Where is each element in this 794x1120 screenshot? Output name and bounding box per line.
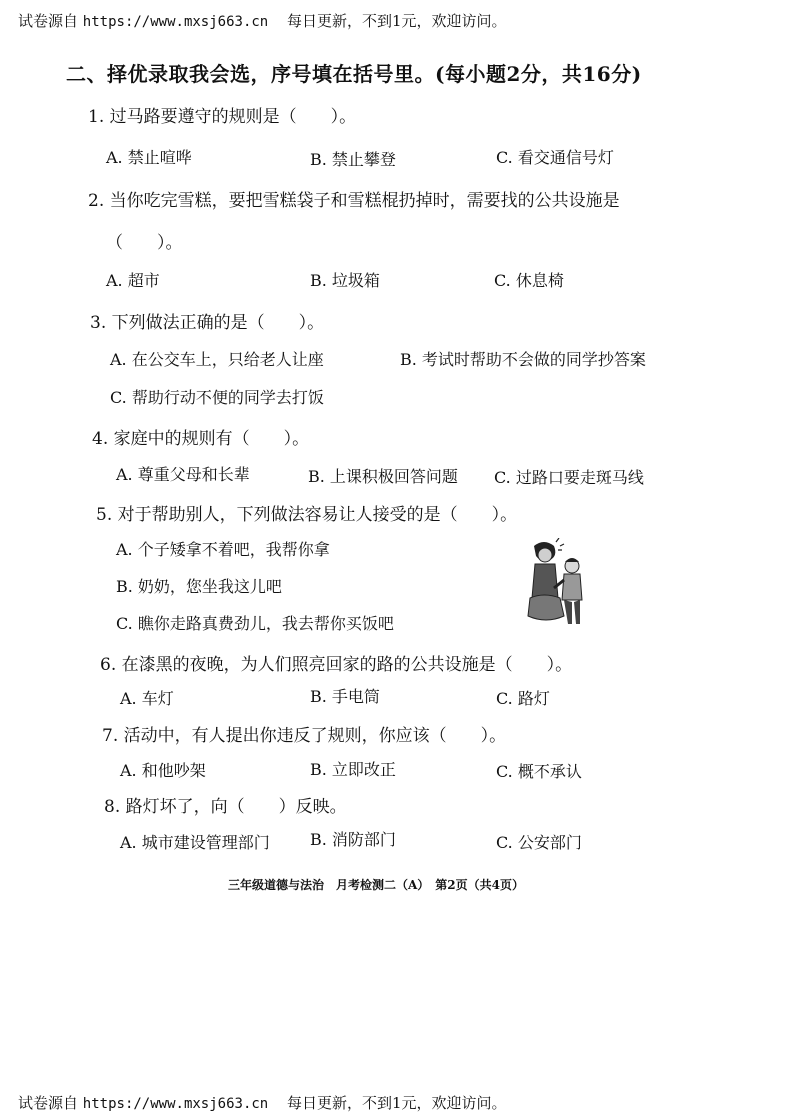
question-7: 7. 活动中，有人提出你违反了规则，你应该（ ）。	[102, 726, 507, 746]
q8-option-b: B. 消防部门	[310, 830, 396, 849]
q3-option-a: A. 在公交车上，只给老人让座	[110, 350, 324, 369]
question-5: 5. 对于帮助别人，下列做法容易让人接受的是（ ）。	[96, 505, 518, 525]
section-title: 二、择优录取我会选，序号填在括号里。(每小题2分，共16分)	[66, 62, 642, 86]
question-2: 2. 当你吃完雪糕，要把雪糕袋子和雪糕棍扔掉时，需要找的公共设施是	[88, 191, 620, 211]
helping-elderly-illustration-icon	[524, 538, 594, 628]
q1-option-c: C. 看交通信号灯	[496, 148, 614, 167]
q5-option-b: B. 奶奶，您坐我这儿吧	[116, 577, 282, 596]
q7-option-b: B. 立即改正	[310, 760, 396, 779]
question-6: 6. 在漆黑的夜晚，为人们照亮回家的路的公共设施是（ ）。	[100, 655, 573, 675]
q8-option-c: C. 公安部门	[496, 833, 582, 852]
q4-option-b: B. 上课积极回答问题	[308, 467, 458, 486]
q4-option-a: A. 尊重父母和长辈	[116, 465, 250, 484]
q6-option-c: C. 路灯	[496, 689, 550, 708]
q3-option-b: B. 考试时帮助不会做的同学抄答案	[400, 350, 646, 369]
q2-option-a: A. 超市	[106, 271, 160, 290]
banner-tagline: 每日更新，不到1元，欢迎访问。	[287, 12, 507, 30]
q3-option-c: C. 帮助行动不便的同学去打饭	[110, 388, 324, 407]
question-4: 4. 家庭中的规则有（ ）。	[92, 429, 310, 449]
question-8: 8. 路灯坏了，向（ ）反映。	[104, 797, 347, 817]
q6-option-a: A. 车灯	[120, 689, 174, 708]
q5-option-a: A. 个子矮拿不着吧，我帮你拿	[116, 540, 330, 559]
q6-option-b: B. 手电筒	[310, 687, 380, 706]
banner-url[interactable]: https://www.mxsj663.cn	[82, 1096, 269, 1112]
q7-option-c: C. 概不承认	[496, 762, 582, 781]
q5-option-c: C. 瞧你走路真费劲儿，我去帮你买饭吧	[116, 614, 394, 633]
banner-source-label: 试卷源自	[18, 1094, 79, 1112]
question-2-blank: （ ）。	[106, 233, 183, 253]
banner-tagline: 每日更新，不到1元，欢迎访问。	[287, 1094, 507, 1112]
q1-option-a: A. 禁止喧哗	[106, 148, 192, 167]
question-1: 1. 过马路要遵守的规则是（ ）。	[88, 107, 357, 127]
q7-option-a: A. 和他吵架	[120, 761, 206, 780]
page-footer: 三年级道德与法治 月考检测二（A） 第2页（共4页）	[228, 878, 525, 892]
q4-option-c: C. 过路口要走斑马线	[494, 468, 644, 487]
bottom-banner	[18, 1092, 507, 1113]
q2-option-b: B. 垃圾箱	[310, 271, 380, 290]
banner-url[interactable]: https://www.mxsj663.cn	[82, 14, 269, 30]
banner-source-label: 试卷源自	[18, 12, 79, 30]
q1-option-b: B. 禁止攀登	[310, 150, 396, 169]
q8-option-a: A. 城市建设管理部门	[120, 833, 270, 852]
top-banner	[18, 10, 507, 31]
q2-option-c: C. 休息椅	[494, 271, 564, 290]
question-3: 3. 下列做法正确的是（ ）。	[90, 313, 325, 333]
